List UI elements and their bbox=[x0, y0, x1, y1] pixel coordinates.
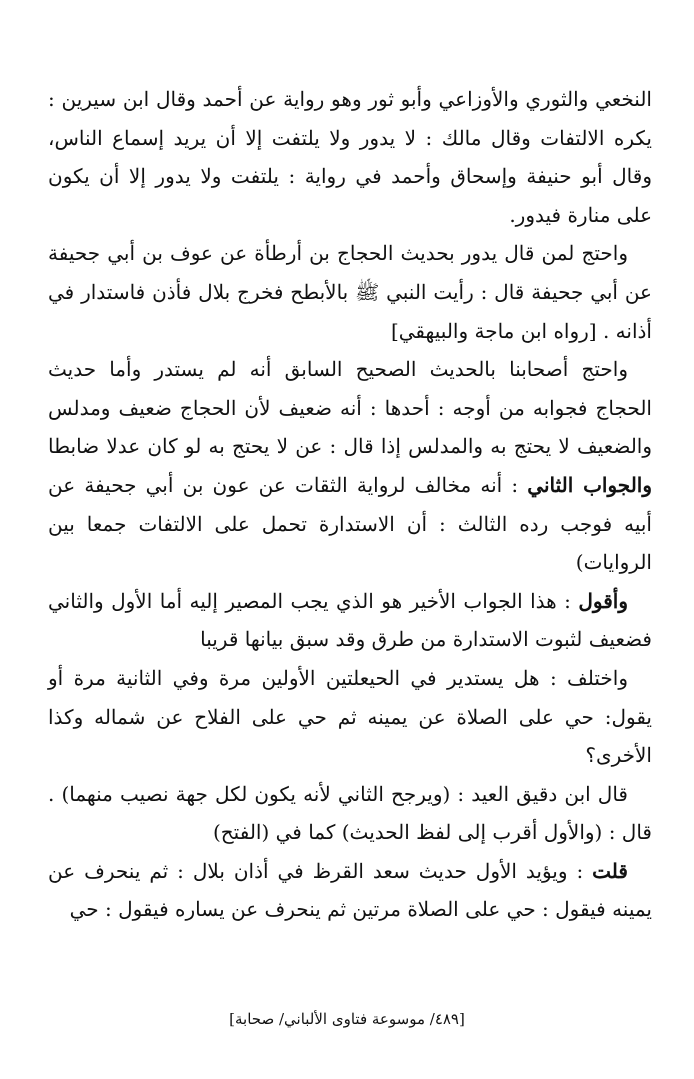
bold-heading-word: وأقول bbox=[578, 588, 628, 613]
paragraph bbox=[48, 659, 652, 775]
paragraph bbox=[48, 80, 652, 234]
page-body bbox=[48, 80, 652, 929]
page-footer: [٤٨٩/ موسوعة فتاوى الألباني/ صحابة] bbox=[229, 1010, 465, 1028]
paragraph bbox=[48, 582, 652, 659]
text-segment: : ويؤيد الأول حديث سعد القرظ في أذان بلال : ثم ينحرف عن يمينه فيقول : حي على الصلاة مرتين ثم ينحرف عن يساره فيقول : حي bbox=[48, 858, 652, 922]
bold-heading-word: والجواب الثاني bbox=[527, 472, 653, 497]
paragraph bbox=[48, 775, 652, 852]
text-segment: : أنه مخالف لرواية الثقات عن عون بن أبي جحيفة عن أبيه فوجب رده الثالث : أن الاستدارة تحمل على الالتفات جمعا بين الروايات) bbox=[48, 472, 652, 575]
text-segment: واحتج لمن قال يدور بحديث الحجاج بن أرطأة عن عوف بن أبي جحيفة عن أبي جحيفة قال : رأيت النبي ﷺ بالأبطح فخرج بلال فأذن فاستدار في أذانه . [رواه ابن ماجة والبيهقي] bbox=[48, 241, 652, 343]
text-segment: واحتج أصحابنا بالحديث الصحيح السابق أنه لم يستدر وأما حديث الحجاج فجوابه من أوجه : أحدها : أنه ضعيف لأن الحجاج ضعيف ومدلس والضعيف لا يحتج به والمدلس إذا قال : عن لا يحتج به لو كان عدلا ضابطا bbox=[48, 357, 652, 459]
paragraph bbox=[48, 852, 652, 929]
text-segment: النخعي والثوري والأوزاعي وأبو ثور وهو رواية عن أحمد وقال ابن سيرين : يكره الالتفات وقال مالك : لا يدور ولا يلتفت إلا أن يريد إسماع الناس، وقال أبو حنيفة وإسحاق وأحمد في رواية : يلتفت ولا يدور إلا أن يكون على منارة فيدور. bbox=[48, 87, 652, 227]
text-segment: واختلف : هل يستدير في الحيعلتين الأولين مرة وفي الثانية مرة أو يقول: حي على الصلاة عن يمينه ثم حي على الفلاح عن شماله وكذا الأخرى؟ bbox=[48, 665, 652, 768]
text-segment: قال ابن دقيق العيد : (ويرجح الثاني لأنه يكون لكل جهة نصيب منهما) . قال : (والأول أقرب إلى لفظ الحديث) كما في (الفتح) bbox=[48, 781, 652, 845]
paragraph bbox=[48, 234, 652, 350]
bold-heading-word: قلت bbox=[592, 858, 628, 883]
paragraph bbox=[48, 350, 652, 582]
text-segment: : هذا الجواب الأخير هو الذي يجب المصير إليه أما الأول والثاني فضعيف لثبوت الاستدارة من طرق وقد سبق بيانها قريبا bbox=[48, 588, 652, 652]
